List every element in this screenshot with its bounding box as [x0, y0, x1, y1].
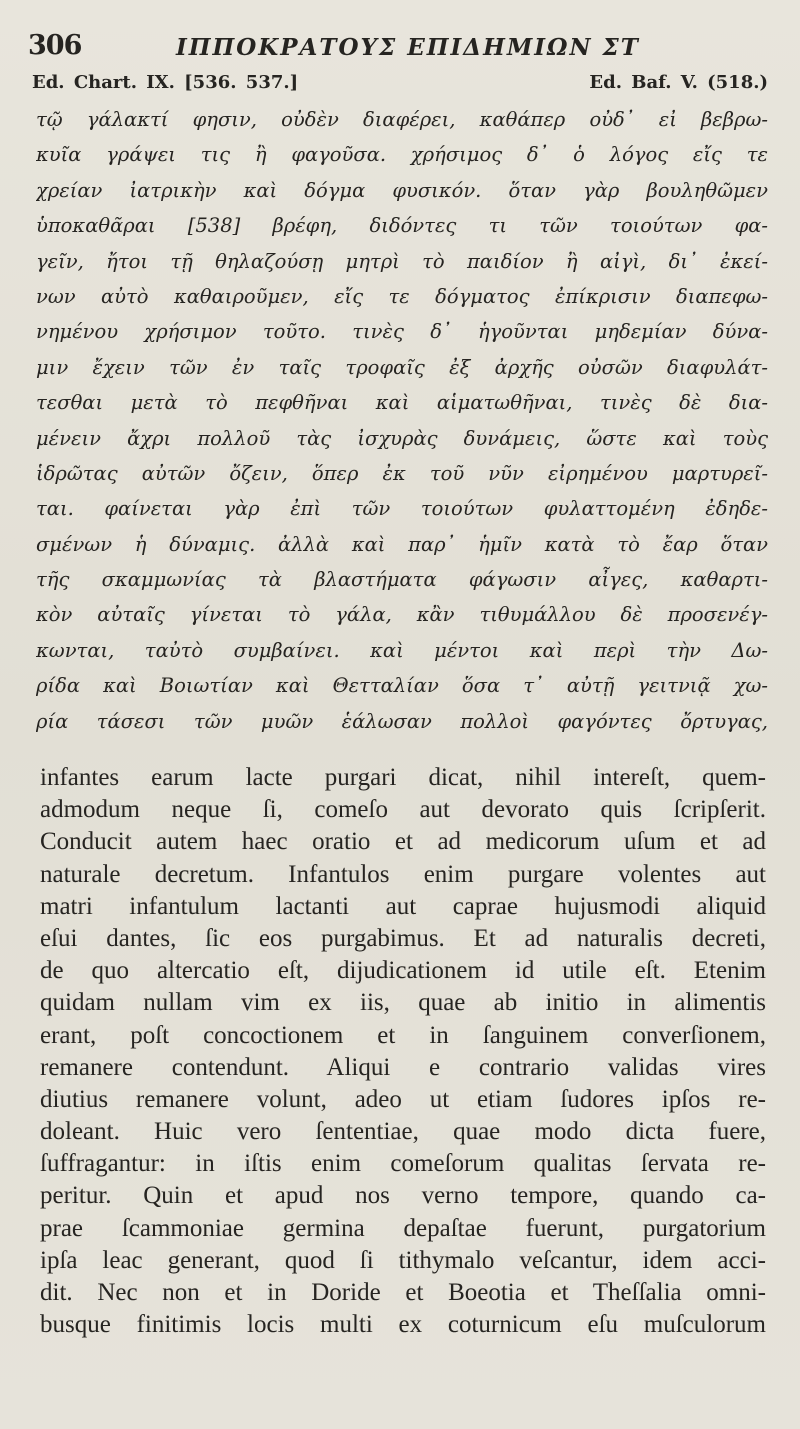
latin-line: ſuffragantur: in iſtis enim comeſorum qualitas ſervata re-	[40, 1150, 766, 1178]
greek-line: τεσθαι μετὰ τὸ πεφθῆναι καὶ αἱματωθῆναι, τινὲς δὲ δια-	[36, 391, 768, 415]
latin-line: naturale decretum. Infantulos enim purgare volentes aut	[40, 860, 766, 888]
greek-line: μένειν ἄχρι πολλοῦ τὰς ἰσχυρὰς δυνάμεις, ὥστε καὶ τοὺς	[36, 426, 768, 450]
latin-line: matri infantulum lactanti aut caprae hujusmodi aliquid	[40, 892, 766, 920]
edition-reference-line	[28, 68, 768, 100]
greek-line: μιν ἔχειν τῶν ἐν ταῖς τροφαῖς ἐξ ἀρχῆς οὐσῶν διαφυλάτ-	[36, 355, 768, 379]
latin-line: busque finitimis locis multi ex coturnicum eſu muſculorum	[40, 1311, 766, 1339]
greek-line: κὸν αὐταῖς γίνεται τὸ γάλα, κἂν τιθυμάλλου δὲ προσενέγ-	[36, 603, 768, 627]
latin-line: dit. Nec non et in Doride et Boeotia et Theſſalia omni-	[40, 1279, 766, 1306]
page-header	[28, 28, 768, 68]
latin-line: diutius remanere volunt, adeo ut etiam ſudores ipſos re-	[40, 1085, 766, 1113]
latin-line: eſui dantes, ſic eos purgabimus. Et ad naturalis decreti,	[40, 924, 766, 952]
latin-line: infantes earum lacte purgari dicat, nihil intereſt, quem-	[40, 764, 766, 791]
greek-line: ται. φαίνεται γὰρ ἐπὶ τῶν τοιούτων φυλαττομένη ἐδηδε-	[36, 497, 768, 521]
greek-line: τῆς σκαμμωνίας τὰ βλαστήματα φάγωσιν αἶγες, καθαρτι-	[36, 568, 768, 592]
greek-text	[36, 102, 768, 739]
greek-line: γεῖν, ἤτοι τῇ θηλαζούσῃ μητρὶ τὸ παιδίον ἢ αἰγὶ, δι᾿ ἐκεί-	[36, 249, 768, 273]
edition-reference-basel: Ed. Baf. V. (518.)	[589, 72, 768, 93]
latin-line: peritur. Quin et apud nos verno tempore, quando ca-	[40, 1182, 766, 1210]
edition-reference-chartier: Ed. Chart. IX. [536. 537.]	[32, 72, 299, 93]
latin-line: remanere contendunt. Aliqui e contrario validas vires	[40, 1053, 766, 1081]
greek-line: νων αὐτὸ καθαιροῦμεν, εἴς τε δόγματος ἐπίκρισιν διαπεφω-	[36, 284, 768, 308]
latin-line: de quo altercatio eſt, dijudicationem id utile eſt. Etenim	[40, 957, 766, 985]
latin-line: erant, poſt concoctionem et in ſanguinem converſionem,	[40, 1021, 766, 1049]
greek-line: ἱδρῶτας αὐτῶν ὄζειν, ὅπερ ἐκ τοῦ νῦν εἰρημένου μαρτυρεῖ-	[36, 461, 768, 485]
greek-line: ὑποκαθᾶραι [538] βρέφη, διδόντες τι τῶν τοιούτων φα-	[36, 214, 768, 238]
latin-line: quidam nullam vim ex iis, quae ab initio in alimentis	[40, 989, 766, 1017]
greek-line: κυῖα γράψει τις ἢ φαγοῦσα. χρήσιμος δ᾿ ὁ λόγος εἴς τε	[36, 143, 768, 167]
latin-line: ipſa leac generant, quod ſi tithymalo veſcantur, idem acci-	[40, 1246, 766, 1274]
greek-line: νημένου χρήσιμον τοῦτο. τινὲς δ᾿ ἡγοῦνται μηδεμίαν δύνα-	[36, 320, 768, 344]
greek-line: κωνται, ταὐτὸ συμβαίνει. καὶ μέντοι καὶ περὶ τὴν Δω-	[36, 638, 768, 662]
greek-line: ρίδα καὶ Βοιωτίαν καὶ Θετταλίαν ὅσα τ᾿ αὐτῇ γειτνιᾷ χω-	[36, 674, 768, 698]
page-number: 306	[28, 30, 82, 61]
latin-line: admodum neque ſi, comeſo aut devorato quis ſcripſerit.	[40, 796, 766, 824]
greek-line: χρείαν ἰατρικὴν καὶ δόγμα φυσικόν. ὅταν γὰρ βουληθῶμεν	[36, 178, 768, 202]
running-title: ΙΠΠΟΚΡΑΤΟΥΣ ΕΠΙΔΗΜΙΩΝ ΣΤ	[176, 34, 640, 61]
greek-line: σμένων ἡ δύναμις. ἀλλὰ καὶ παρ᾿ ἡμῖν κατὰ τὸ ἔαρ ὅταν	[36, 532, 768, 556]
latin-line: Conducit autem haec oratio et ad medicorum uſum et ad	[40, 828, 766, 856]
latin-translation	[40, 762, 766, 1341]
greek-line: τῷ γάλακτί φησιν, οὐδὲν διαφέρει, καθάπερ οὐδ᾿ εἰ βεβρω-	[36, 108, 768, 131]
latin-line: prae ſcammoniae germina depaſtae fuerunt, purgatorium	[40, 1214, 766, 1242]
greek-line: ρία τάσεσι τῶν μυῶν ἑάλωσαν πολλοὶ φαγόντες ὄρτυγας,	[36, 709, 768, 733]
latin-line: doleant. Huic vero ſententiae, quae modo dicta fuere,	[40, 1118, 766, 1146]
